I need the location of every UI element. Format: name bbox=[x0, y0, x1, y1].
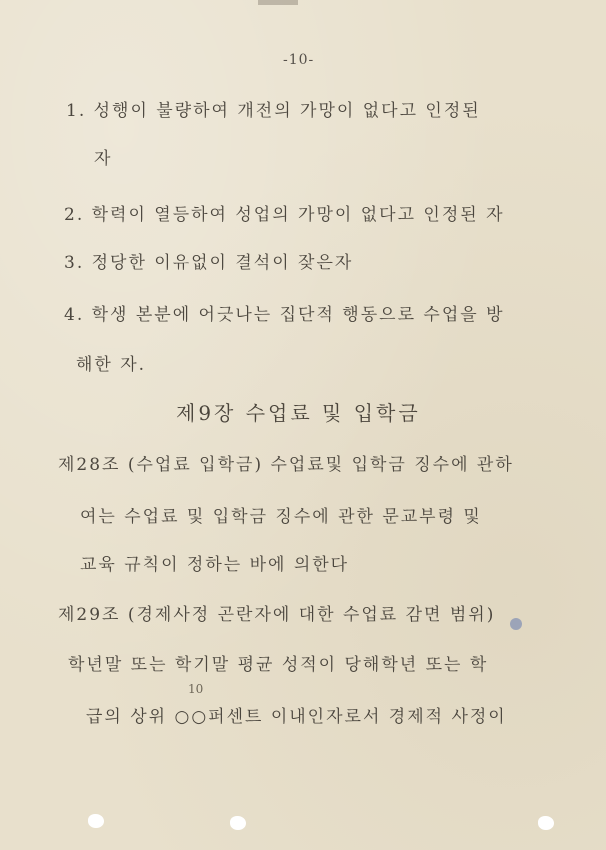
chapter-heading: 제9장 수업료 및 입학금 bbox=[176, 401, 421, 425]
text-line-5: 4. 학생 본분에 어긋나는 집단적 행동으로 수업을 방 bbox=[64, 305, 505, 325]
text-line-12: 학년말 또는 학기말 평균 성적이 당해학년 또는 학 bbox=[68, 655, 489, 675]
page-number: -10- bbox=[283, 52, 315, 68]
binding-hole-left bbox=[88, 814, 104, 828]
text-line-8: 제28조 (수업료 입학금) 수업료및 입학금 징수에 관하 bbox=[58, 455, 514, 475]
text-line-9: 여는 수업료 및 입학금 징수에 관한 문교부령 및 bbox=[80, 507, 482, 527]
text-line-3: 2. 학력이 열등하여 성업의 가망이 없다고 인정된 자 bbox=[64, 205, 505, 225]
ink-blot bbox=[510, 618, 522, 630]
text-line-2: 자 bbox=[94, 149, 113, 169]
text-line-6: 해한 자. bbox=[76, 355, 147, 375]
text-line-11: 제29조 (경제사정 곤란자에 대한 수업료 감면 범위) bbox=[58, 605, 496, 625]
text-line-1: 1. 성행이 불량하여 개전의 가망이 없다고 인정된 bbox=[66, 101, 481, 121]
text-line-10: 교육 규칙이 정하는 바에 의한다 bbox=[80, 555, 350, 575]
text-line-4: 3. 정당한 이유없이 결석이 잦은자 bbox=[64, 253, 354, 273]
handwritten-margin-note: 10 bbox=[188, 682, 204, 696]
binding-hole-middle bbox=[230, 816, 246, 830]
text-line-13: 급의 상위 ○○퍼센트 이내인자로서 경제적 사정이 bbox=[86, 707, 507, 727]
binding-hole-right bbox=[538, 816, 554, 830]
top-edge-mark bbox=[258, 0, 298, 5]
